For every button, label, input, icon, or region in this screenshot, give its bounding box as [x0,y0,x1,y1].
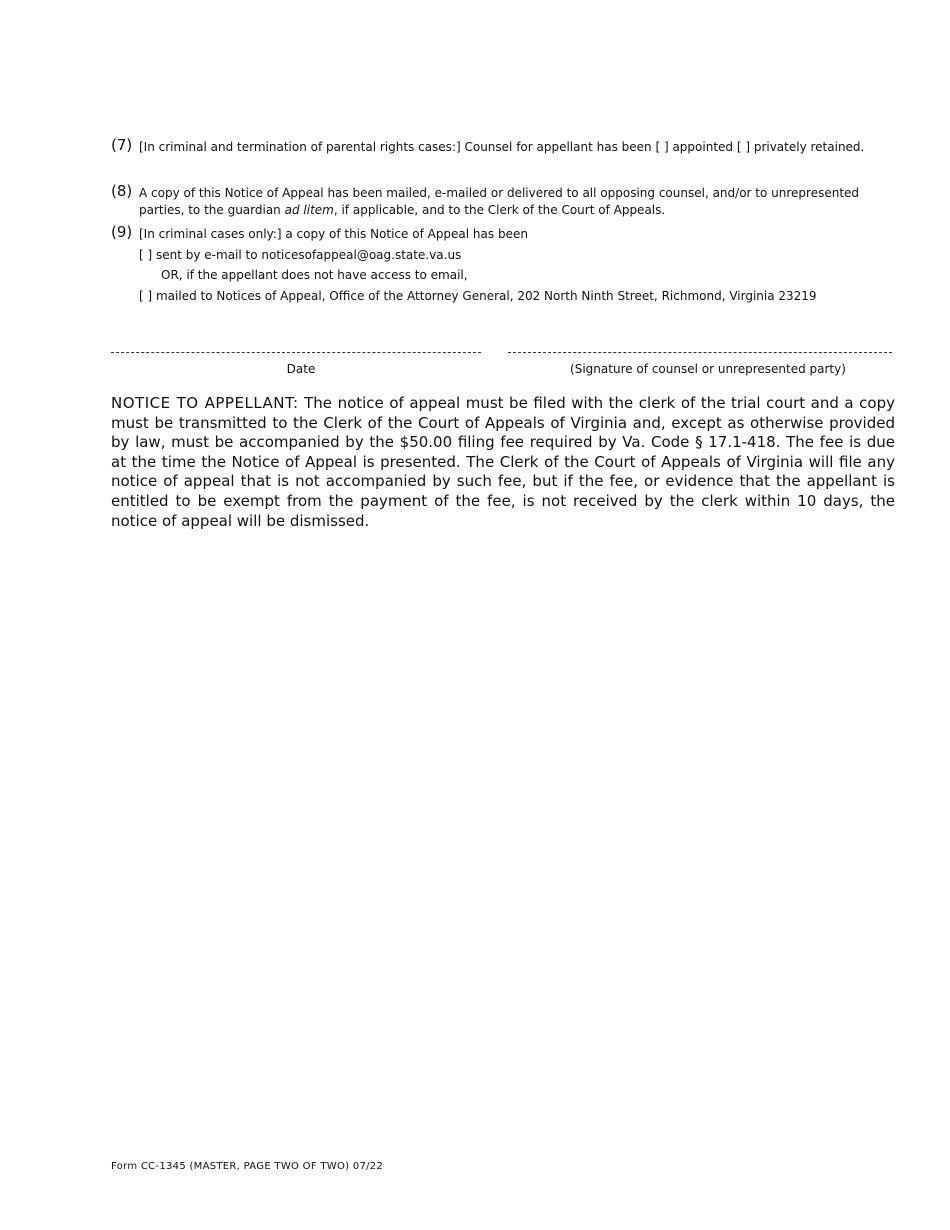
option-email-checkbox-line[interactable]: [ ] sent by e-mail to noticesofappeal@oag.state.va.us [139,248,462,262]
item-8-text [139,185,901,219]
signature-line[interactable] [508,352,892,353]
item-9-number: (9) [111,223,133,241]
option-mail-checkbox-line[interactable]: [ ] mailed to Notices of Appeal, Office of the Attorney General, 202 North Ninth Street, Richmond, Virginia 23219 [139,289,817,303]
date-signature-line[interactable] [111,352,481,353]
notice-to-appellant [111,394,895,531]
item-8-text-before: A copy of this Notice of Appeal has been mailed, e-mailed or delivered to all opposing counsel, and/or to unrepresented parties, to the guardian [139,186,860,217]
or-line: OR, if the appellant does not have access to email, [161,268,468,282]
notice-heading: NOTICE TO APPELLANT: [111,394,299,412]
item-8-number: (8) [111,182,133,200]
item-8-text-italic: ad litem [284,203,334,217]
signature-caption: (Signature of counsel or unrepresented party) [570,362,846,376]
form-footer: Form CC-1345 (MASTER, PAGE TWO OF TWO) 07/22 [111,1161,384,1172]
notice-body: The notice of appeal must be filed with the clerk of the trial court and a copy must be transmitted to the Clerk of the Court of Appeals of Virginia and, except as otherwise provided by law, must be accompanied by the $50.00 filing fee required by Va. Code § 17.1-418. The fee is due at the time the Notice of Appeal is presented. The Clerk of the Court of Appeals of Virginia will file any notice of appeal that is not accompanied by such fee, but if the fee, or evidence that the appellant is entitled to be exempt from the payment of the fee, is not received by the clerk within 10 days, the notice of appeal will be dismissed. [111,394,895,530]
date-caption: Date [286,362,316,376]
item-9-text: [In criminal cases only:] a copy of this Notice of Appeal has been [139,227,528,241]
item-7-number: (7) [111,136,133,154]
item-7-text: [In criminal and termination of parental rights cases:] Counsel for appellant has been [ ] appointed [ ] privately retained. [139,140,865,154]
item-8-text-after: , if applicable, and to the Clerk of the Court of Appeals. [333,203,666,217]
